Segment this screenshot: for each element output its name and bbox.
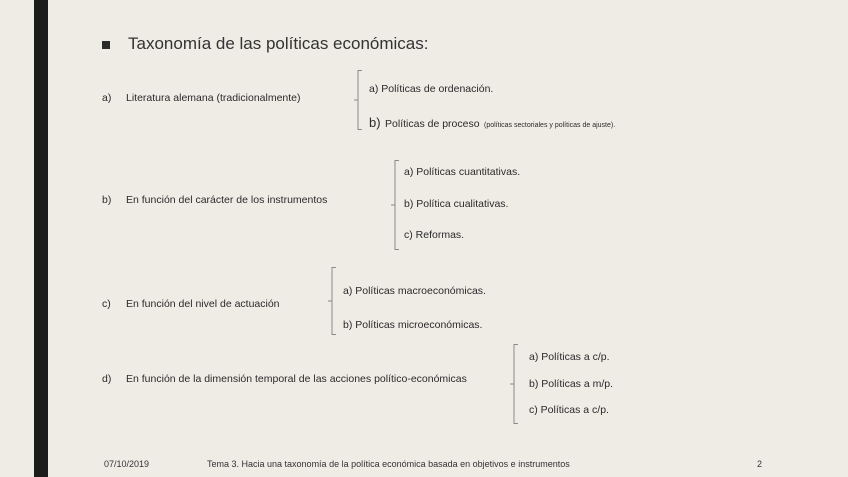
section-c-letter: c) [102, 298, 111, 310]
section-d-option-1: a) Políticas a c/p. [529, 351, 610, 363]
section-c-option-2: b) Políticas microeconómicas. [343, 319, 483, 331]
footer-subject: Tema 3. Hacia una taxonomía de la política económica basada en objetivos e instrumentos [207, 459, 570, 469]
section-b-letter: b) [102, 194, 112, 206]
section-d-letter: d) [102, 373, 112, 385]
section-d-option-3: c) Políticas a c/p. [529, 404, 609, 416]
section-d-label: En función de la dimensión temporal de las acciones político-económicas [126, 373, 467, 385]
section-a-option-1: a) Políticas de ordenación. [369, 83, 494, 95]
footer-page-number: 2 [757, 459, 763, 469]
section-a-option-2-prefix: b) [369, 115, 381, 130]
section-c-option-1: a) Políticas macroeconómicas. [343, 285, 486, 297]
section-d-brace [506, 344, 520, 424]
section-c-brace [324, 267, 338, 335]
left-dark-bar [34, 0, 48, 477]
section-a-label: Literatura alemana (tradicionalmente) [126, 92, 301, 104]
section-b-option-1: a) Políticas cuantitativas. [404, 166, 521, 178]
section-a-brace [350, 70, 364, 130]
slide-title: Taxonomía de las políticas económicas: [128, 34, 429, 53]
section-b-option-3: c) Reformas. [404, 229, 465, 241]
square-bullet-icon [102, 41, 110, 49]
section-b-brace [387, 160, 401, 250]
section-a-option-2-note: (políticas sectoriales y políticas de ajuste). [484, 122, 616, 129]
section-b-label: En función del carácter de los instrumentos [126, 194, 328, 206]
footer-date: 07/10/2019 [104, 459, 150, 469]
section-a-option-2-text: Políticas de proceso [385, 118, 480, 130]
section-c-label: En función del nivel de actuación [126, 298, 280, 310]
section-d-option-2: b) Políticas a m/p. [529, 378, 614, 390]
section-a-letter: a) [102, 92, 112, 104]
section-a-option-2 [369, 114, 615, 132]
section-b-option-2: b) Política cualitativas. [404, 198, 509, 210]
